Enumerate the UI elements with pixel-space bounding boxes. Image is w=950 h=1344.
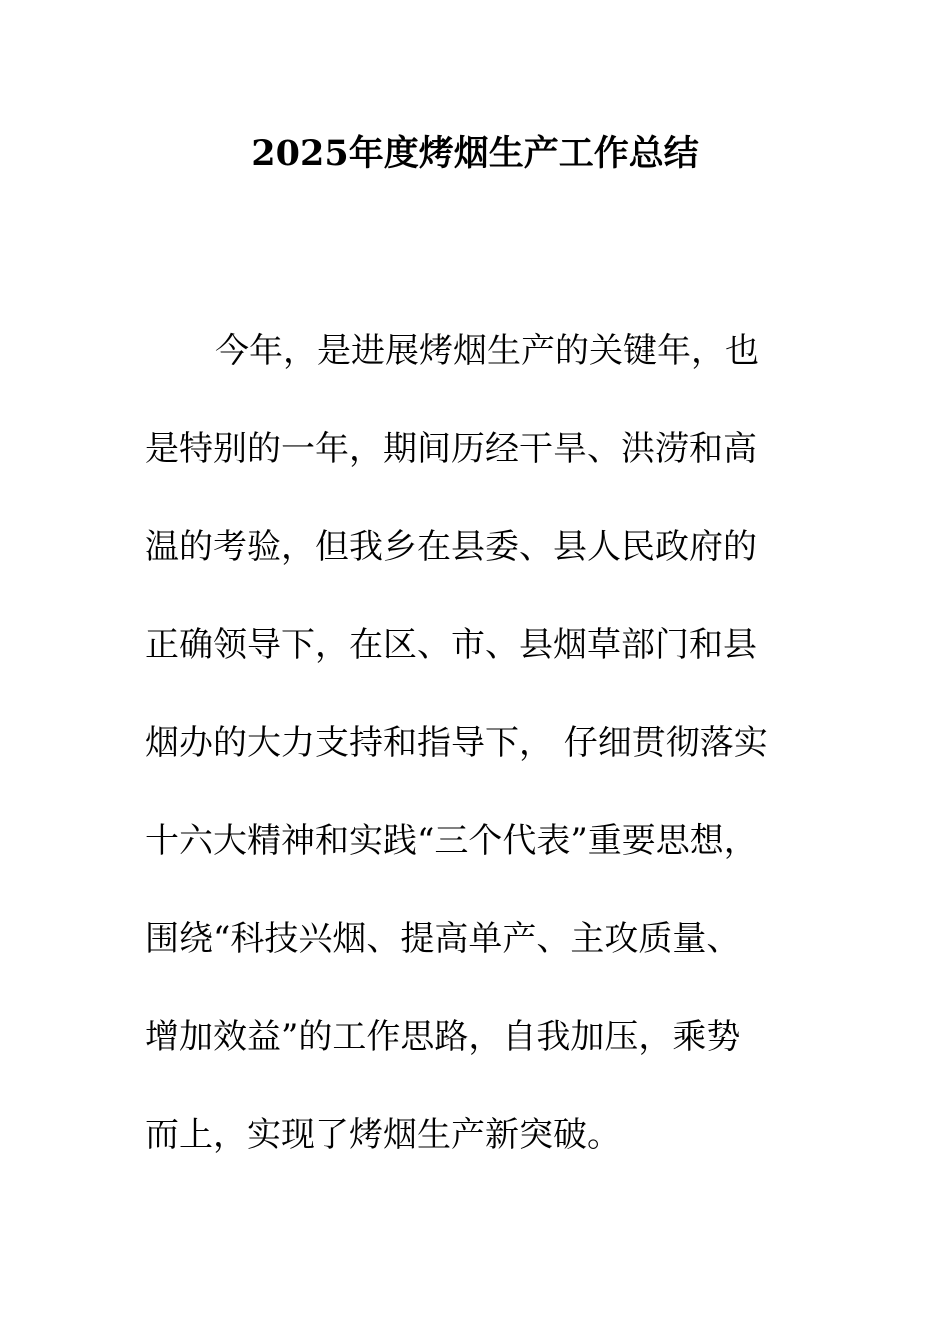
paragraph-line: 正确领导下，在区、市、县烟草部门和县: [145, 625, 757, 665]
document-title: 2025年度烤烟生产工作总结: [251, 133, 699, 174]
paragraph-line: 温的考验，但我乡在县委、县人民政府的: [145, 527, 757, 567]
paragraph-line: 烟办的大力支持和指导下， 仔细贯彻落实: [145, 723, 768, 763]
paragraph-line: 增加效益”的工作思路，自我加压，乘势: [145, 1017, 741, 1057]
paragraph-line: 十六大精神和实践“三个代表”重要思想，: [145, 821, 758, 861]
paragraph-line: 今年，是进展烤烟生产的关键年，也: [215, 331, 759, 371]
paragraph-line: 围绕“科技兴烟、提高单产、主攻质量、: [145, 919, 741, 959]
document-paragraph: [145, 302, 805, 1184]
paragraph-line: 是特别的一年，期间历经干旱、洪涝和高: [145, 429, 757, 469]
paragraph-line: 而上，实现了烤烟生产新突破。: [145, 1115, 621, 1155]
